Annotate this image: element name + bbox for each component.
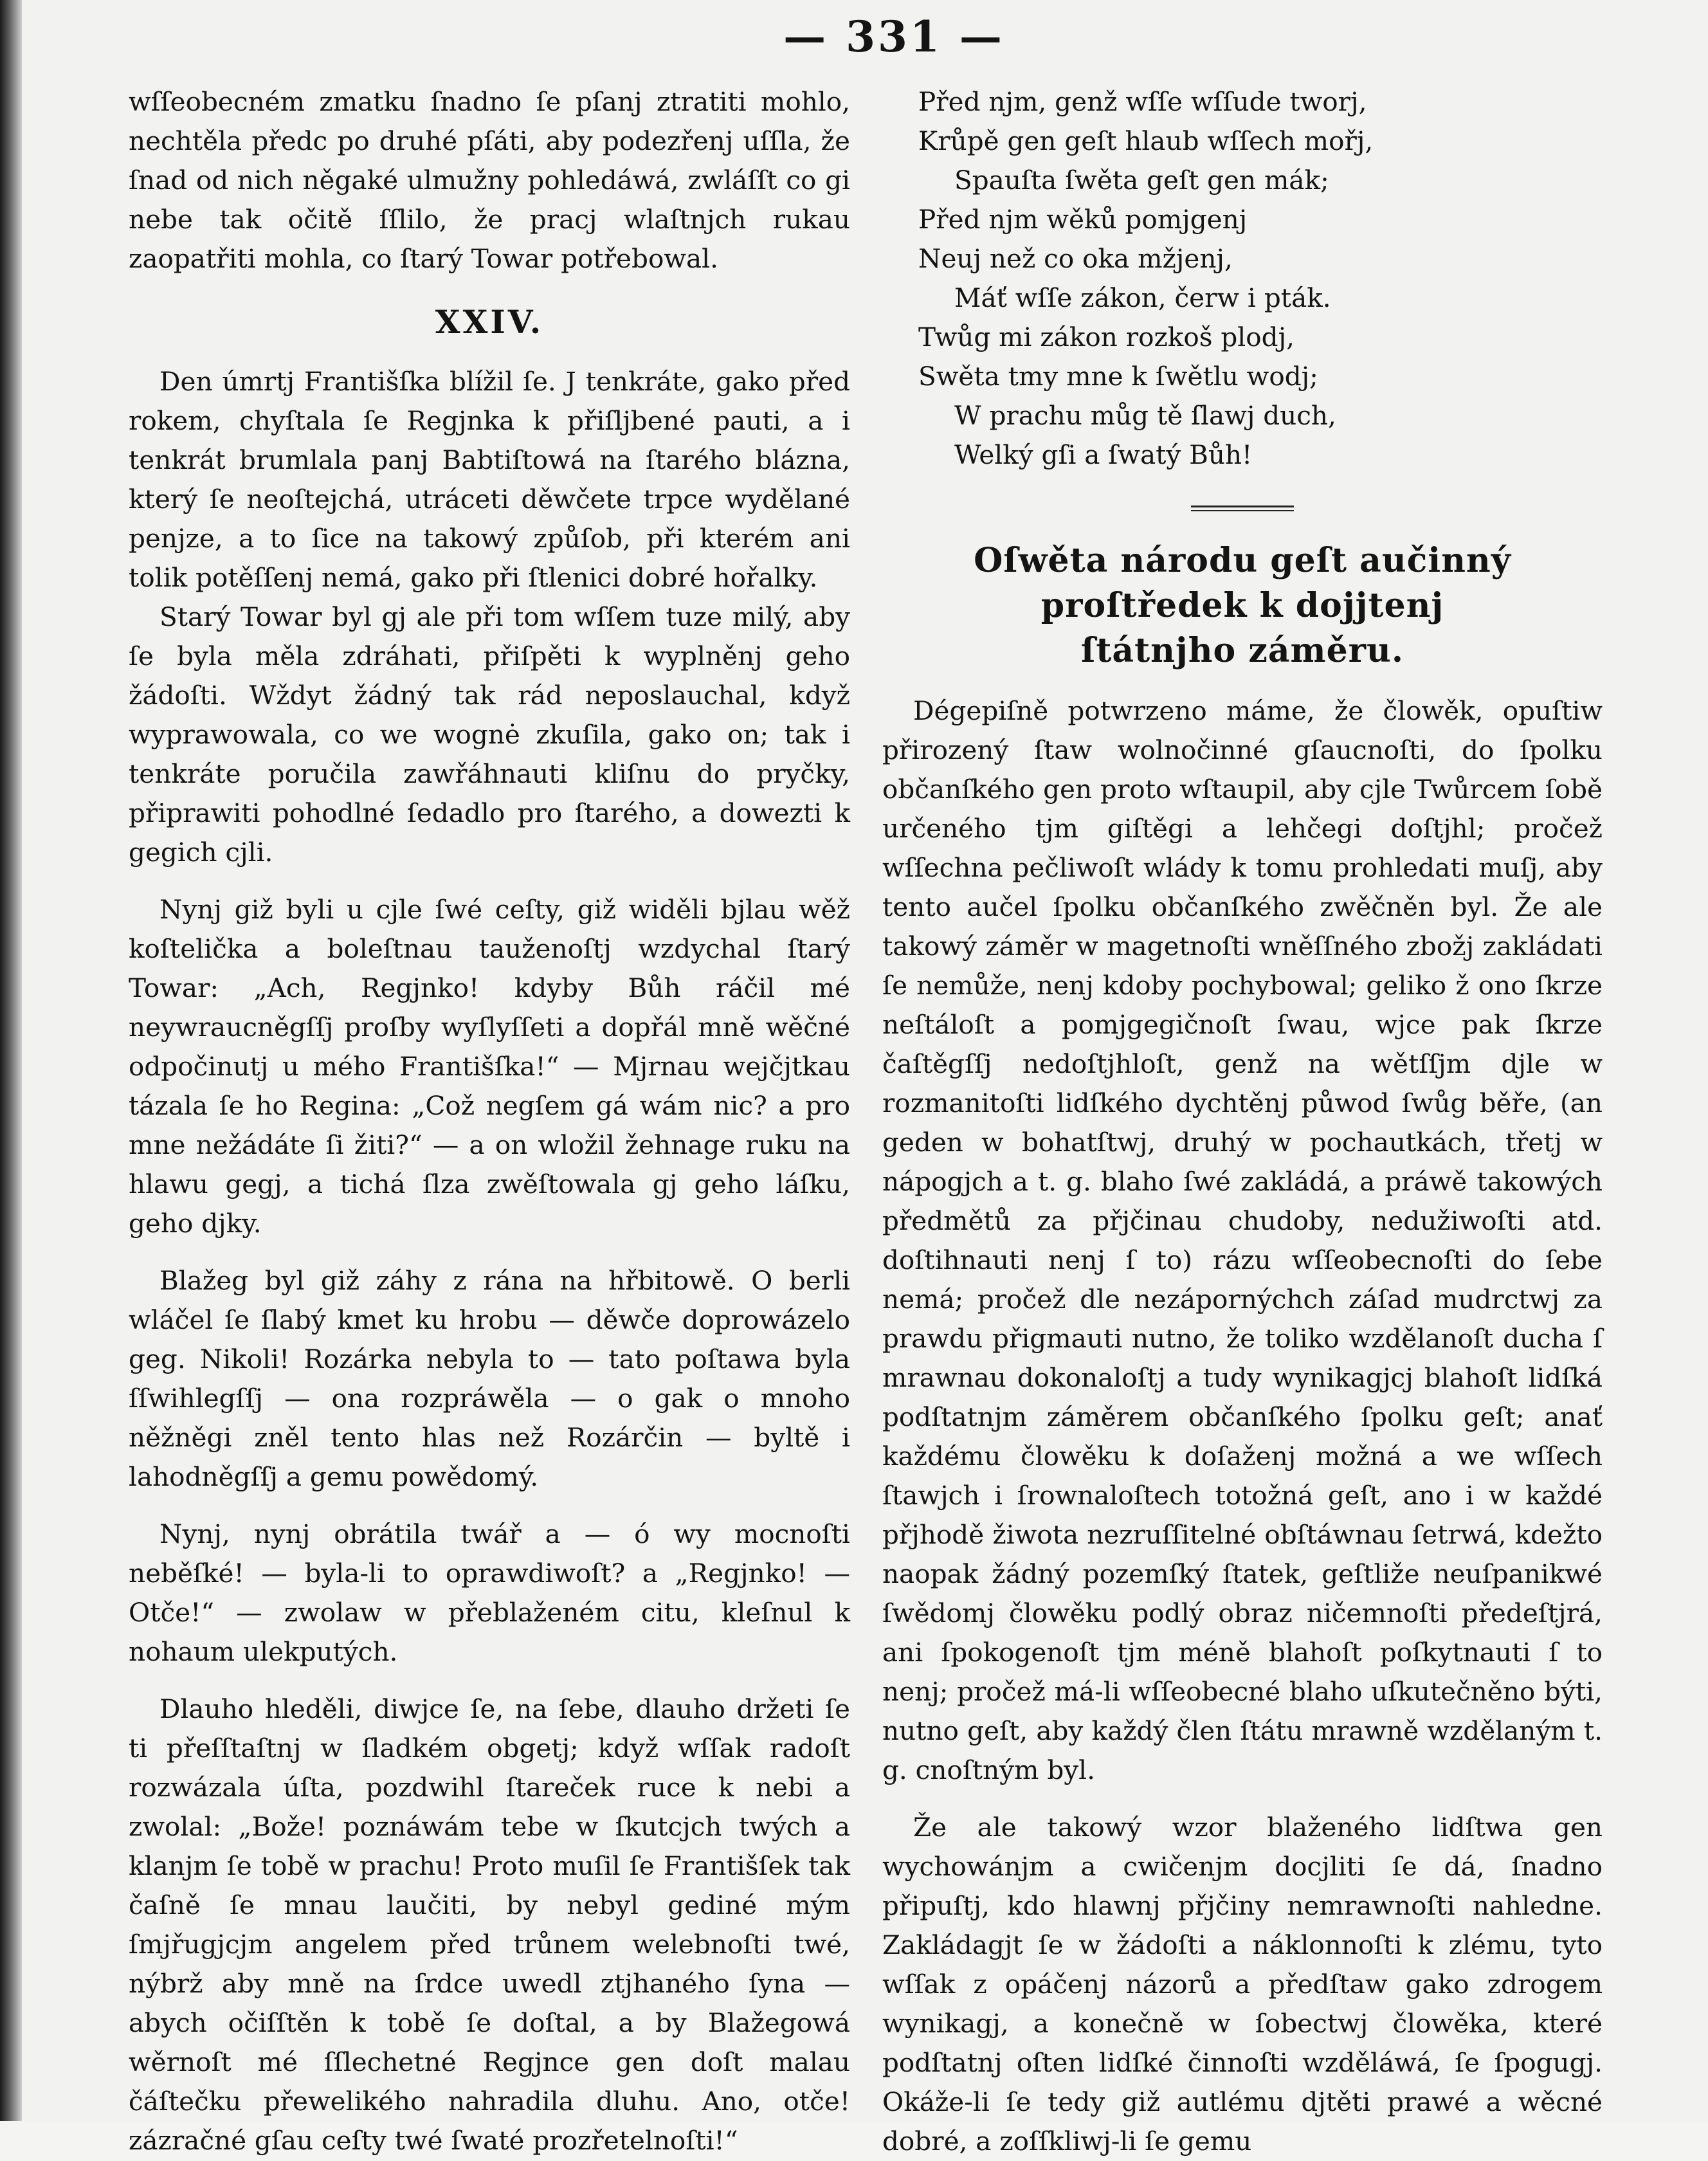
poem-line: Před njm wěků pomjgenj <box>918 204 1248 235</box>
left-paragraph-1: wſſeobecném zmatku ſnadno ſe pſanj ztratiti mohlo, nechtěla předc po druhé pſáti, aby podezřenj uſſla, že ſnad od nich něgaké ulmužny pohledáwá, zwláſſt co gi nebe tak očitě ſſlilo, že pracj wlaſtnjch rukau zaopatřiti mohla, co ſtarý Towar potřebowal. <box>129 86 850 274</box>
scan-edge-shadow <box>0 0 22 2121</box>
left-column <box>129 82 850 2160</box>
right-column <box>882 82 1603 2161</box>
poem-line: Spauſta ſwěta geſt gen mák; <box>954 165 1329 196</box>
poem-line: Krůpě gen geſt hlaub wſſech mořj, <box>918 125 1374 156</box>
left-paragraph-7: Dlauho hleděli, diwjce ſe, na ſebe, dlauho držeti ſe ti přeſſtaſtnj w ſladkém obgetj; když wſſak radoſt rozwázala úſta, pozdwihl ſtareček ruce k nebi a zwolal: „Bože! poznáwám tebe w ſkutcjch twých a klanjm ſe tobě w prachu! Proto muſil ſe Františſek tak čaſně ſe mnau laučiti, by nebyl gediné mým ſmjřugjcjm angelem před trůnem welebnoſti twé, nýbrž aby mně na ſrdce uwedl ztjhaného ſyna — abych očiſſtěn k tobě ſe doſtal, a by Blažegowá wěrnoſt mé ſſlechetné Regjnce gen doſt malau čáſtečku přewelikého nahradila dluhu. Ano, otče! zázračné gſau ceſty twé ſwaté prozřetelnoſti!“ <box>129 1693 850 2156</box>
poem-line: Neuj než co oka mžjenj, <box>918 243 1233 274</box>
right-paragraph-1: Dégepiſně potwrzeno máme, že člowěk, opuſtiw přirozený ſtaw wolnočinné gſaucnoſti, do ſpolku občanſkého gen proto wſtaupil, aby cjle Twůrcem ſobě určeného tjm giſtěgi a lehčegi doſtjhl; pročež wſſechna pečliwoſt wlády k tomu prohledati muſj, aby tento aučel ſpolku občanſkého zwěčněn byl. Že ale takowý záměr w magetnoſti wněſſného zbožj zakládati ſe nemůže, nenj kdoby pochybowal; geliko ž ono ſkrze neſtáloſt a pomjgegičnoſt ſwau, wjce pak ſkrze čaſtěgſſj nedoſtjhloſt, genž na wětſſjm djle w rozmanitoſti lidſkého dychtěnj půwod ſwůg běře, (an geden w bohatſtwj, druhý w pochautkách, třetj w nápogjch a t. g. blaho ſwé zakládá, a práwě takowých předmětů za přjčinau chudoby, nedužiwoſti atd. doſtihnauti nenj ſ to) rázu wſſeobecnoſti do ſebe nemá; pročež dle nezápornýchch záſad mudrctwj za prawdu přigmauti nutno, že toliko wzdělanoſt ducha ſ mrawnau dokonaloſtj a tudy wynikagjcj blahoſt lidſká podſtatnjm záměrem občanſkého ſpolku geſt; anať každému člowěku k doſaženj možná a we wſſech ſtawjch i ſrownaloſtech totožná geſt, ano i w každé přjhodě žiwota nezruſſitelné obſtáwnau ſetrwá, kdežto naopak žádný pozemſký ſtatek, geſtliže neuſpanikwé ſwědomj člowěku podlý obraz ničemnoſti předeſtjrá, ani ſpokogenoſt tjm méně blahoſt poſkytnauti ſ to nenj; pročež má-li wſſeobecné blaho uſkutečněno býti, nutno geſt, aby každý člen ſtátu mrawně wzdělaným t. g. cnoſtným byl. <box>882 695 1603 1785</box>
poem <box>882 82 1603 475</box>
poem-line: Máť wſſe zákon, čerw i pták. <box>954 282 1331 313</box>
poem-line: W prachu můg tě ſlawj duch, <box>954 400 1336 431</box>
poem-line: Před njm, genž wſſe wſſude tworj, <box>918 86 1367 117</box>
left-paragraph-4: Nynj giž byli u cjle ſwé ceſty, giž widěli bjlau wěž koſtelička a boleſtnau tauženoſtj wzdychal ſtarý Towar: „Ach, Regjnko! kdyby Bůh ráčil mé neywraucněgſſj proſby wyſlyſſeti a dopřál mně wěčné odpočinutj u mého Františſka!“ — Mjrnau wejčjtkau tázala ſe ho Regina: „Což negſem gá wám nic? a pro mne nežádáte ſi žiti?“ — a on wložil žehnage ruku na hlawu gegj, a tichá ſlza zwěſtowala gj geho láſku, geho djky. <box>129 894 850 1239</box>
right-paragraph-2: Že ale takowý wzor blaženého lidſtwa gen wychowánjm a cwičenjm docjliti ſe dá, ſnadno připuſtj, kdo hlawnj přjčiny nemrawnoſti nahledne. Zakládagjt ſe w žádoſti a náklonnoſti k zlému, tyto wſſak z opáčenj názorů a předſtaw gako zdrogem wynikagj, a konečně w ſobectwj člowěka, které podſtatnj oſten lidſké činnoſti wzděláwá, ſe ſpogugj. Okáže-li ſe tedy giž autlému djtěti prawé a wěcné dobré, a zoſſkliwj-li ſe gemu <box>882 1812 1603 2156</box>
left-paragraph-2: Den úmrtj Františſka blížil ſe. J tenkráte, gako před rokem, chyſtala ſe Regjnka k přiſljbené pauti, a i tenkrát brumlala panj Babtiſtowá na ſtarého blázna, který ſe neoſtejchá, utráceti děwčete trpce wydělané penjze, a to ſice na takowý způſob, při kterém ani tolik potěſſenj nemá, gako při ſtlenici dobré hořalky. <box>129 366 850 593</box>
left-paragraph-3: Starý Towar byl gj ale při tom wſſem tuze milý, aby ſe byla měla zdráhati, přiſpěti k wyplněnj geho žádoſti. Wždyt žádný tak rád neposlauchal, když wyprawowala, co we wognė zkuſila, gako on; tak i tenkráte poručila zawřáhnauti kliſnu do pryčky, připrawiti pohodlné ſedadlo pro ſtarého, a dowezti k gegich cjli. <box>129 601 850 868</box>
article-title <box>882 538 1603 673</box>
poem-line: Twůg mi zákon rozkoš plodj, <box>918 322 1295 352</box>
section-divider <box>1191 506 1294 511</box>
left-paragraph-6: Nynj, nynj obrátila twář a — ó wy mocnoſti neběſké! — byla-li to oprawdiwoſt? a „Regjnko! — Otče!“ — zwolaw w přeblaženém citu, kleſnul k nohaum ulekputých. <box>129 1518 850 1667</box>
page-number: — 331 — <box>783 12 1004 62</box>
chapter-heading: XXIV. <box>435 303 544 341</box>
article-title-line-2: ſtátnjho záměru. <box>1081 631 1404 670</box>
article-title-line-1: Oſwěta národu geſt aučinný proſtředek k dojjtenj <box>974 541 1511 625</box>
poem-line: Welký gſi a ſwatý Bůh! <box>954 439 1253 470</box>
left-paragraph-5: Blažeg byl giž záhy z rána na hřbitowě. O berli wláčel ſe ſlabý kmet ku hrobu — děwče doprowázelo geg. Nikoli! Rozárka nebyla to — tato poſtawa byla ſſwihlegſſj — ona rozpráwěla — o gak o mnoho něžněgi zněl tento hlas než Rozárčin — byltě i lahodněgſſj a gemu powědomý. <box>129 1265 850 1492</box>
poem-line: Swěta tmy mne k ſwětlu wodj; <box>918 361 1318 392</box>
